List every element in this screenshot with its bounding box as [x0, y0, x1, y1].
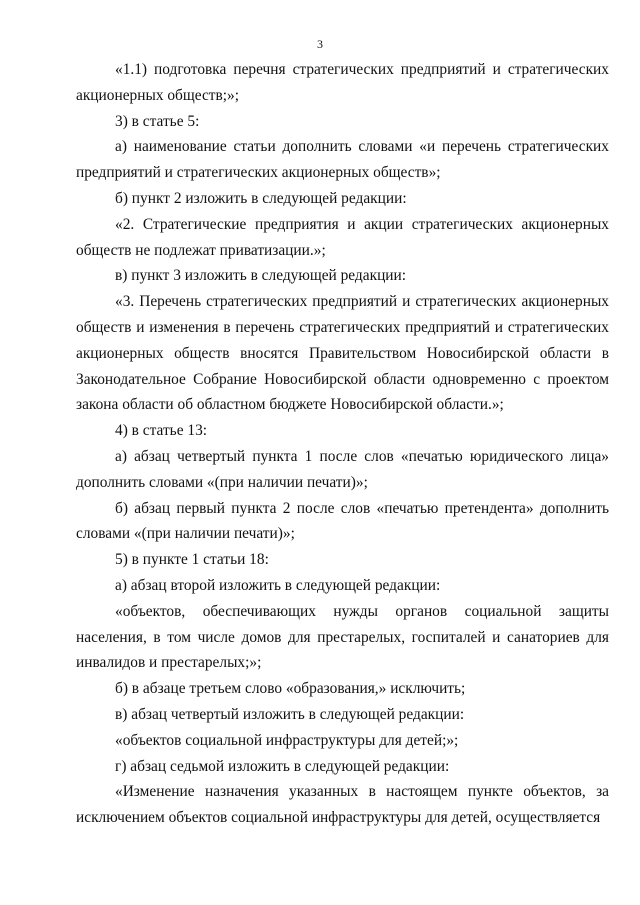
- paragraph: б) в абзаце третьем слово «образования,» исключить;: [115, 680, 466, 698]
- document-body: [76, 57, 609, 831]
- paragraph: г) абзац седьмой изложить в следующей редакции:: [115, 757, 450, 775]
- paragraph: «объектов, обеспечивающих нужды органов социальной защиты населения, в том числе домов для престарелых, госпиталей и санаториев для инвалидов и престарелых;»;: [76, 602, 609, 672]
- paragraph: в) пункт 3 изложить в следующей редакции:: [115, 267, 407, 285]
- paragraph: «2. Стратегические предприятия и акции стратегических акционерных обществ не подлежат приватизации.»;: [76, 215, 609, 259]
- paragraph: «Изменение назначения указанных в настоящем пункте объектов, за исключением объектов социальной инфраструктуры для детей, осуществляется: [76, 783, 609, 827]
- paragraph: б) абзац первый пункта 2 после слов «печатью претендента» дополнить словами «(при наличии печати)»;: [76, 499, 609, 543]
- paragraph: 5) в пункте 1 статьи 18:: [115, 551, 269, 569]
- paragraph: б) пункт 2 изложить в следующей редакции:: [115, 189, 407, 207]
- paragraph: в) абзац четвертый изложить в следующей редакции:: [115, 705, 465, 723]
- paragraph: 4) в статье 13:: [115, 422, 208, 440]
- paragraph: «1.1) подготовка перечня стратегических предприятий и стратегических акционерных обществ;»;: [76, 61, 609, 104]
- paragraph: «объектов социальной инфраструктуры для детей;»;: [115, 731, 459, 749]
- page-number: 3: [317, 37, 323, 51]
- paragraph: 3) в статье 5:: [115, 112, 200, 130]
- paragraph: а) наименование статьи дополнить словами «и перечень стратегических предприятий и стратегических акционерных обществ»;: [76, 138, 609, 182]
- paragraph: а) абзац четвертый пункта 1 после слов «печатью юридического лица» дополнить словами «(при наличии печати)»;: [76, 447, 609, 491]
- paragraph: а) абзац второй изложить в следующей редакции:: [115, 576, 441, 594]
- paragraph: «3. Перечень стратегических предприятий и стратегических акционерных обществ и изменения в перечень стратегических предприятий и стратегических акционерных обществ вносятся Правительством Новосибирской области в Законодательное Собрание Новосибирской области одновременно с проектом закона области об областном бюджете Новосибирской области.»;: [76, 293, 609, 414]
